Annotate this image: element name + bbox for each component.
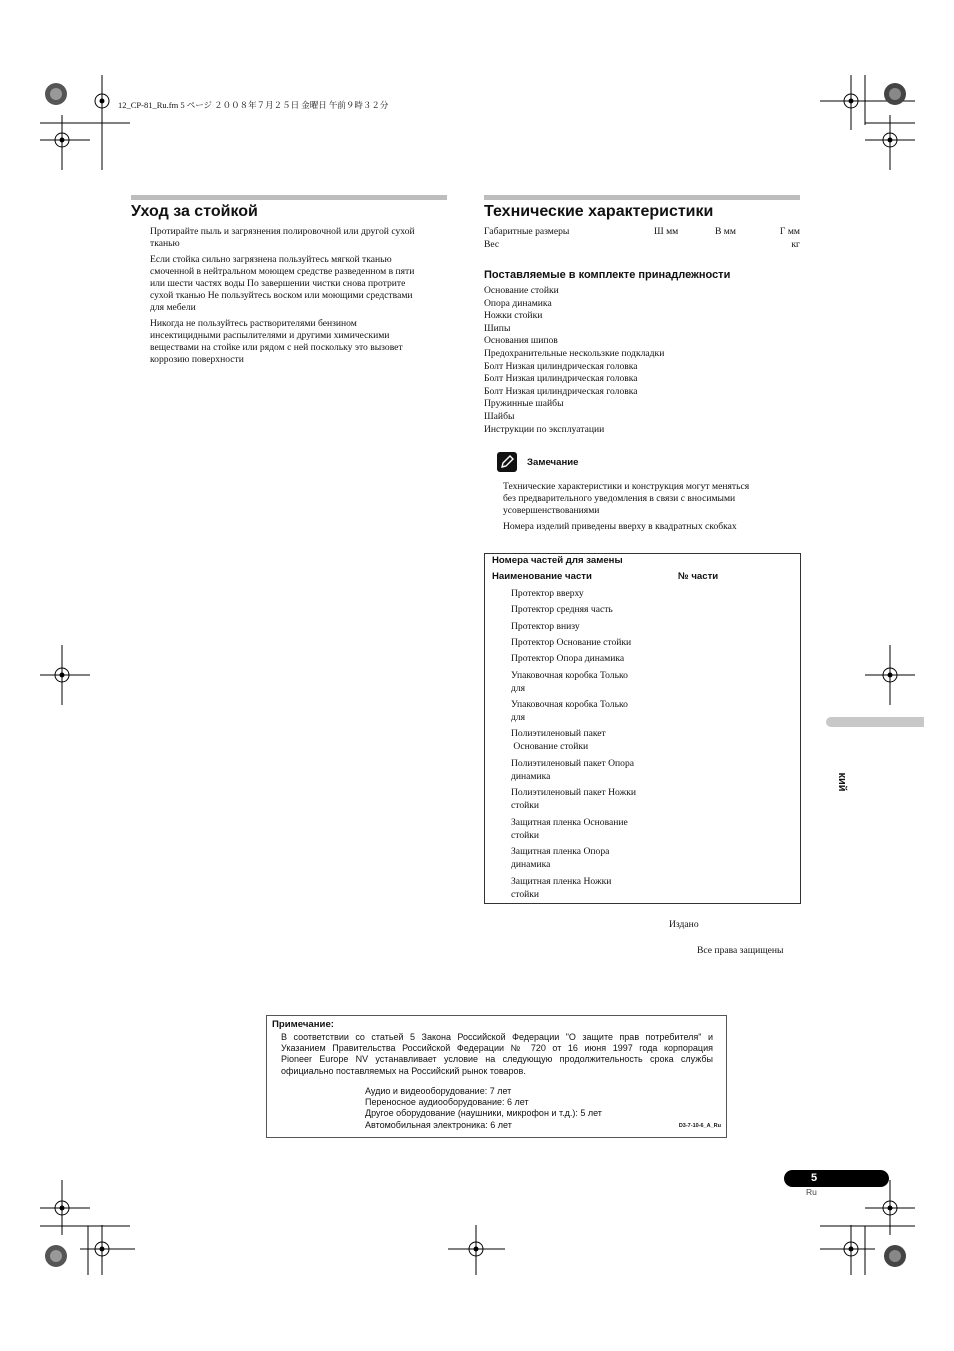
accessories-list: [484, 285, 800, 436]
list-item: Ножки стойки: [484, 310, 543, 322]
list-item: Опора динамика: [484, 297, 552, 309]
parts-table-title: Номера частей для замены: [492, 555, 623, 566]
legal-note-title: Примечание:: [272, 1019, 334, 1030]
section-rule-left: [131, 195, 447, 200]
dimension-depth: Г мм: [779, 226, 800, 237]
accessories-title: Поставляемые в комплекте принадлежности: [484, 269, 731, 281]
table-row: Защитная пленка Основание стойки: [511, 817, 628, 841]
table-row: Протектор средняя часть: [511, 604, 613, 615]
care-paragraph-2: Если стойка сильно загрязнена пользуйтесь мягкой тканью смоченной в нейтральном моющем средстве разведенном в пяти или шести частях воды По завершении чистки снова протрите сухой тканью Не пользуйтесь воском или моющими средствами для мебели: [150, 254, 415, 313]
dimensions-label: Габаритные размеры: [484, 226, 570, 237]
list-item: Инструкции по эксплуатации: [484, 423, 605, 435]
published-label: Издано: [669, 919, 699, 930]
weight-unit: кг: [791, 238, 800, 250]
file-header: 12_CP-81_Ru.fm 5 ページ ２００８年７月２５日 金曜日 午前９時３２分: [118, 100, 389, 110]
table-row: Упаковочная коробка Только для: [511, 670, 628, 694]
list-item: Болт Низкая цилиндрическая головка: [484, 360, 638, 372]
table-row: Полиэтиленовый пакет Опора динамика: [511, 758, 635, 782]
service-life-list: [365, 1086, 602, 1131]
rights-label: Все права защищены: [697, 945, 784, 956]
column-header-name: Наименование части: [492, 571, 592, 582]
note-paragraph-1: Технические характеристики и конструкция могут меняться без предварительного уведомления в связи с вносимыми усовершенствованиями: [503, 481, 750, 516]
dimension-width: Ш мм: [654, 226, 679, 237]
table-row: Упаковочная коробка Только для: [511, 699, 628, 723]
note-paragraph-2: Номера изделий приведены вверху в квадратных скобках: [503, 521, 737, 532]
table-row: Полиэтиленовый пакет Ножки стойки: [511, 787, 637, 811]
list-item: Переносное аудиооборудование: 6 лет: [365, 1097, 529, 1108]
legal-note-text: В соответствии со статьей 5 Закона Российской Федерации "О защите прав потребителя" и Указанием Правительства Российской Федерации № 720 от 16 июня 1997 года корпорация Pioneer Europe NV устанавливает условие на следующую продолжительность срока службы официально поставляемых на Российский рынок товаров.: [281, 1032, 713, 1076]
note-text: [503, 481, 800, 537]
list-item: Основания шипов: [484, 335, 558, 347]
page-number-badge: [784, 1170, 889, 1187]
language-tab: [826, 717, 924, 727]
care-text: [150, 226, 450, 370]
parts-table: [484, 553, 801, 904]
list-item: Аудио и видеооборудование: 7 лет: [365, 1086, 512, 1096]
weight-label: Вес: [484, 238, 500, 250]
table-row: Протектор вверху: [511, 588, 584, 599]
care-paragraph-1: Протирайте пыль и загрязнения полировочной или другой сухой тканью: [150, 226, 415, 249]
table-row: Протектор внизу: [511, 621, 580, 632]
section-rule-right: [484, 195, 800, 200]
list-item: Другое оборудование (наушники, микрофон и т.д.): 5 лет: [365, 1108, 602, 1119]
column-header-number: № части: [678, 571, 719, 582]
care-paragraph-3: Никогда не пользуйтесь растворителями бензином инсектицидными распылителями и другими химическими веществами на стойке или рядом с ней поскольку это вызовет коррозию поверхности: [150, 318, 403, 365]
right-section-title: Технические характеристики: [484, 203, 714, 220]
page-language: Ru: [806, 1187, 817, 1197]
legal-note-box: [266, 1015, 727, 1138]
table-row: Протектор Опора динамика: [511, 653, 625, 664]
list-item: Болт Низкая цилиндрическая головка: [484, 385, 638, 397]
language-tab-label: кий: [836, 772, 848, 792]
table-row: Защитная пленка Ножки стойки: [511, 876, 612, 900]
table-row: Полиэтиленовый пакет Основание стойки: [511, 728, 606, 752]
table-row: Защитная пленка Опора динамика: [511, 846, 610, 870]
document-code: D3-7-10-6_A_Ru: [678, 1123, 721, 1129]
dimension-height: В мм: [715, 226, 736, 237]
list-item: Предохранительные нескользкие подкладки: [484, 347, 665, 359]
page-number: 5: [811, 1172, 818, 1184]
list-item: Автомобильная электроника: 6 лет: [365, 1119, 512, 1130]
list-item: Основание стойки: [484, 285, 559, 296]
note-icon: [497, 452, 517, 472]
list-item: Шайбы: [484, 410, 515, 422]
list-item: Болт Низкая цилиндрическая головка: [484, 373, 638, 385]
list-item: Шипы: [484, 322, 511, 334]
table-row: Протектор Основание стойки: [511, 637, 632, 648]
spec-table: [484, 226, 800, 251]
left-section-title: Уход за стойкой: [131, 203, 258, 220]
note-title: Замечание: [527, 457, 579, 468]
list-item: Пружинные шайбы: [484, 398, 564, 410]
